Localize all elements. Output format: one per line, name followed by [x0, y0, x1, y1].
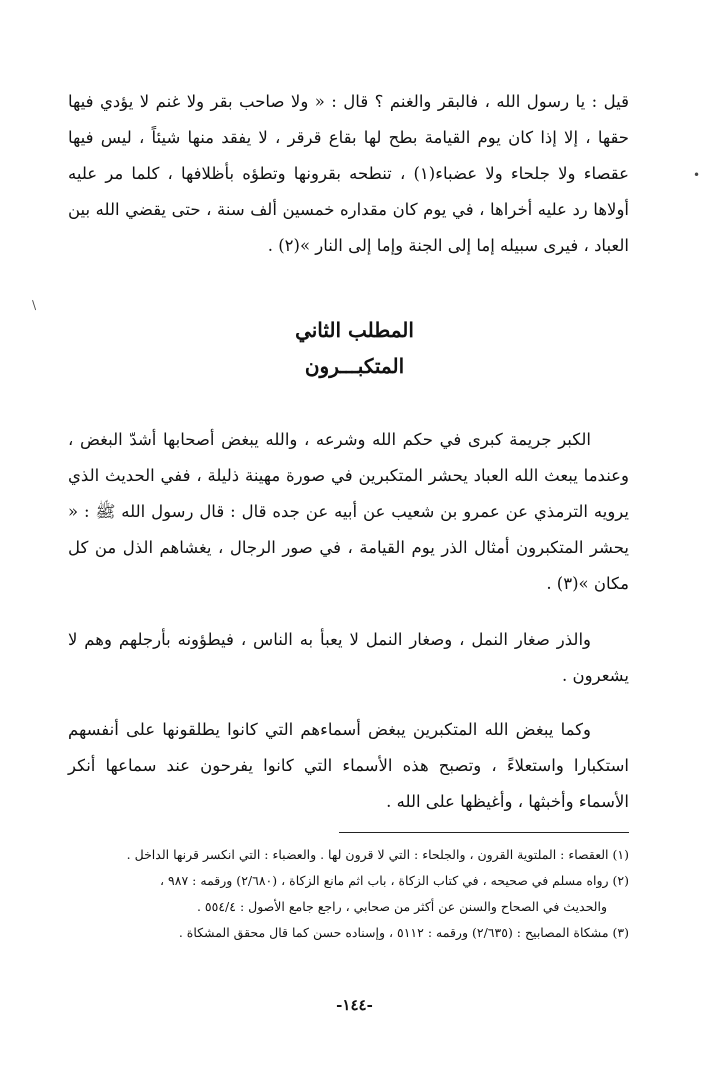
footnote-3: (٣) مشكاة المصابيح : (٢/٦٣٥) ورقمه : ٥١١٢ ، وإسناده حسن كما قال محقق المشكاة . — [178, 925, 629, 940]
paragraph-names: وكما يبغض الله المتكبرين يبغض أسماءهم التي كانوا يطلقونها على أنفسهم استكبارا واستعلاءً ، وتصبح هذه الأسماء التي كانوا يفرحون عند سماعها أنكر الأسماء وأخبثها ، وأغيظها على الله . — [68, 720, 629, 811]
page-number: -١٤٤- — [336, 996, 373, 1014]
footnotes — [68, 842, 629, 946]
margin-dot-mark: • — [693, 168, 701, 182]
margin-pencil-mark: / — [28, 298, 40, 312]
footnote-2-continued: والحديث في الصحاح والسنن عن أكثر من صحابي ، راجع جامع الأصول : ٥٥٤/٤ . — [196, 899, 607, 914]
paragraph-arrogance: الكبر جريمة كبرى في حكم الله وشرعه ، والله يبغض أصحابها أشدّ البغض ، وعندما يبعث الله العباد يحشر المتكبرين في صورة مهينة ذليلة ، ففي الحديث الذي يرويه الترمذي عن عمرو بن شعيب عن أبيه عن جده قال : قال رسول الله ﷺ : « يحشر المتكبرون أمثال الذر يوم القيامة ، في صور الرجال ، يغشاهم الذل من كل مكان »(٣) . — [68, 430, 629, 593]
footnote-2: (٢) رواه مسلم في صحيحه ، في كتاب الزكاة ، باب اثم مانع الزكاة ، (٢/٦٨٠) ورقمه : ٩٨٧ ، — [160, 873, 629, 888]
section-subheading: المتكبـــرون — [304, 354, 405, 378]
section-heading: المطلب الثاني — [295, 318, 414, 342]
paragraph-ants: والذر صغار النمل ، وصغار النمل لا يعبأ به الناس ، فيطؤونه بأرجلهم وهم لا يشعرون . — [68, 630, 629, 685]
footnote-1: (١) العقصاء : الملتوية القرون ، والجلحاء : التي لا قرون لها . والعضباء : التي انكسر قرنها الداخل . — [126, 847, 629, 862]
footnote-divider — [339, 832, 629, 833]
paragraph-hadith-cattle: قيل : يا رسول الله ، فالبقر والغنم ؟ قال : « ولا صاحب بقر ولا غنم لا يؤدي فيها حقها ، إلا إذا كان يوم القيامة بطح لها بقاع قرقر ، لا يفقد منها شيئاً ، ليس فيها عقصاء ولا جلحاء ولا عضباء(١) ، تنطحه بقرونها وتطؤه بأظلافها ، كلما مر عليه أولاها رد عليه أخراها ، في يوم كان مقداره خمسين ألف سنة ، حتى يقضي الله بين العباد ، فيرى سبيله إما إلى الجنة وإما إلى النار »(٢) . — [68, 92, 629, 255]
